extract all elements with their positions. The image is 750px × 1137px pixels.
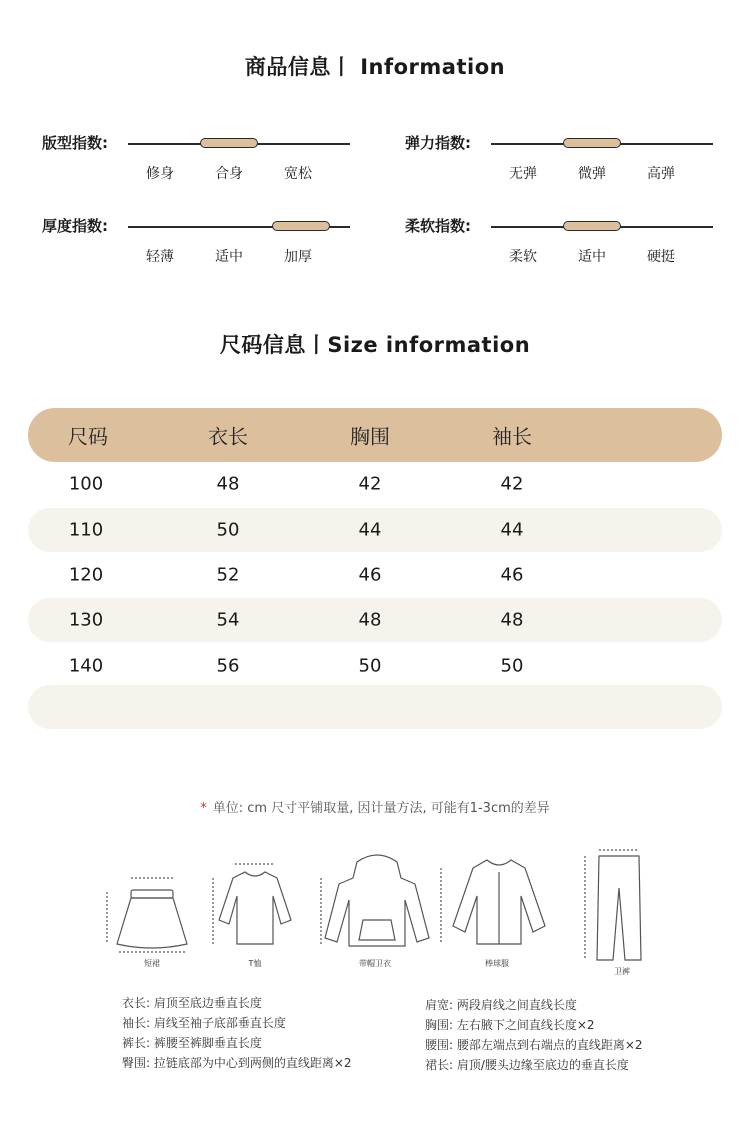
softness-option-medium: 适中 xyxy=(578,249,606,265)
cell-sleeve: 42 xyxy=(500,473,524,495)
elasticity-index-marker xyxy=(563,138,621,148)
cell-size: 120 xyxy=(68,564,104,586)
thickness-index-label: 厚度指数: xyxy=(42,217,108,235)
thickness-index-marker xyxy=(272,221,330,231)
measure-pants-length: 裤长: 裤腰至裤脚垂直长度 xyxy=(122,1036,262,1050)
cell-sleeve: 48 xyxy=(500,609,524,631)
table-row xyxy=(28,598,722,642)
jacket-illustration xyxy=(441,860,545,944)
size-info-title: 尺码信息丨Size information xyxy=(219,333,531,357)
table-row xyxy=(28,508,722,552)
measure-hip: 臀围: 拉链底部为中心到两侧的直线距离×2 xyxy=(122,1056,352,1070)
fit-option-slim: 修身 xyxy=(146,166,174,182)
header-size: 尺码 xyxy=(68,424,108,449)
thickness-index xyxy=(42,217,382,286)
softness-option-soft: 柔软 xyxy=(509,249,537,265)
elasticity-index xyxy=(405,134,745,203)
softness-option-stiff: 硬挺 xyxy=(647,249,675,265)
note-text: 单位: cm 尺寸平铺取量, 因计量方法, 可能有1-3cm的差异 xyxy=(212,801,550,816)
measure-length: 衣长: 肩顶至底边垂直长度 xyxy=(122,996,262,1010)
header-sleeve: 袖长 xyxy=(492,424,532,449)
cell-chest: 48 xyxy=(358,609,382,631)
cell-size: 100 xyxy=(68,473,104,495)
cell-length: 56 xyxy=(216,655,240,677)
softness-index xyxy=(405,217,745,286)
cell-sleeve: 50 xyxy=(500,655,524,677)
thickness-option-medium: 适中 xyxy=(215,249,243,265)
unit-note xyxy=(0,797,750,816)
elasticity-option-slight: 微弹 xyxy=(578,166,606,182)
cell-size: 110 xyxy=(68,519,104,541)
caption-tshirt: T恤 xyxy=(248,959,262,968)
softness-index-marker xyxy=(563,221,621,231)
caption-skirt: 短裙 xyxy=(144,959,160,968)
caption-jacket: 棒球服 xyxy=(485,959,509,968)
table-row-empty xyxy=(28,685,722,729)
fit-index-label: 版型指数: xyxy=(42,134,108,152)
fit-option-regular: 合身 xyxy=(215,166,243,182)
fit-option-loose: 宽松 xyxy=(284,166,312,182)
table-row xyxy=(28,462,722,506)
caption-hoodie: 带帽卫衣 xyxy=(359,959,391,968)
tshirt-illustration xyxy=(213,864,291,944)
cell-length: 54 xyxy=(216,609,240,631)
cell-size: 140 xyxy=(68,655,104,677)
thickness-option-thin: 轻薄 xyxy=(146,249,174,265)
fit-index-marker xyxy=(200,138,258,148)
cell-sleeve: 44 xyxy=(500,519,524,541)
measure-sleeve: 袖长: 肩线至袖子底部垂直长度 xyxy=(122,1016,286,1030)
cell-chest: 44 xyxy=(358,519,382,541)
cell-chest: 42 xyxy=(358,473,382,495)
pants-illustration xyxy=(585,850,641,960)
header-chest: 胸围 xyxy=(350,424,390,449)
hoodie-illustration xyxy=(321,855,429,946)
measure-skirt-length: 裙长: 肩顶/腰头边缘至底边的垂直长度 xyxy=(425,1058,629,1072)
caption-pants: 卫裤 xyxy=(614,967,630,976)
table-row xyxy=(28,644,722,688)
note-star: * xyxy=(200,801,207,816)
cell-length: 48 xyxy=(216,473,240,495)
size-table-header xyxy=(28,408,722,462)
thickness-option-thick: 加厚 xyxy=(284,249,312,265)
elasticity-index-label: 弹力指数: xyxy=(405,134,471,152)
fit-index xyxy=(42,134,382,203)
product-info-title: 商品信息丨 Information xyxy=(244,55,506,79)
cell-size: 130 xyxy=(68,609,104,631)
elasticity-option-high: 高弹 xyxy=(647,166,675,182)
cell-length: 50 xyxy=(216,519,240,541)
cell-chest: 46 xyxy=(358,564,382,586)
cell-chest: 50 xyxy=(358,655,382,677)
cell-sleeve: 46 xyxy=(500,564,524,586)
header-length: 衣长 xyxy=(208,424,248,449)
measure-chest: 胸围: 左右腋下之间直线长度×2 xyxy=(425,1018,595,1032)
cell-length: 52 xyxy=(216,564,240,586)
elasticity-option-none: 无弹 xyxy=(509,166,537,182)
measure-shoulder: 肩宽: 两段肩线之间直线长度 xyxy=(425,998,577,1012)
softness-index-label: 柔软指数: xyxy=(405,217,471,235)
table-row xyxy=(28,553,722,597)
skirt-illustration xyxy=(107,878,187,952)
measure-waist: 腰围: 腰部左端点到右端点的直线距离×2 xyxy=(425,1038,643,1052)
